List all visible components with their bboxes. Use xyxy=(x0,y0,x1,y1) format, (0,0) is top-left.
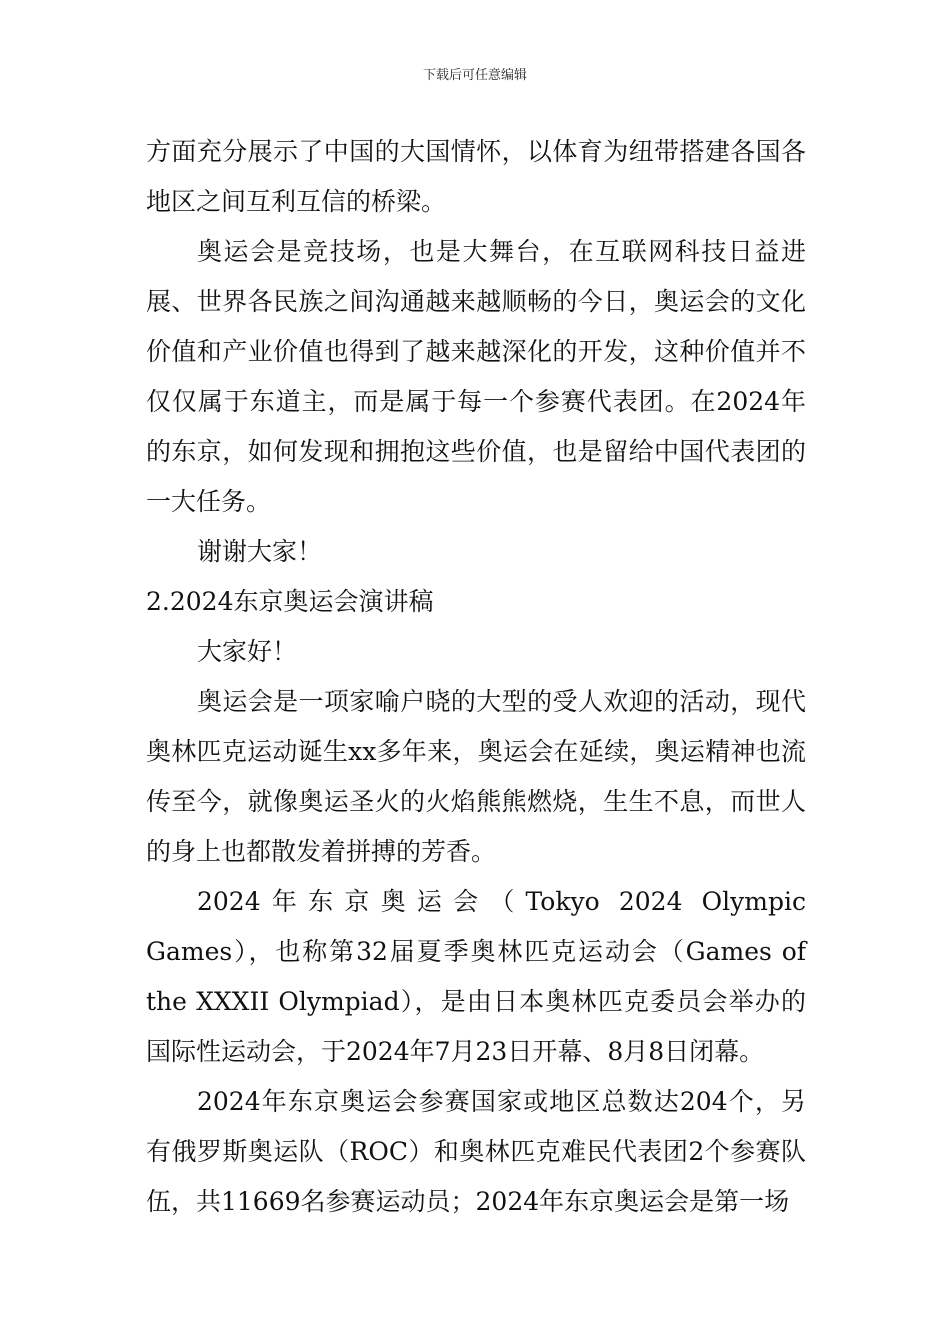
paragraph-greeting: 大家好！ xyxy=(197,637,298,666)
paragraph-olympic-spirit: 奥运会是一项家喻户晓的大型的受人欢迎的活动，现代奥林匹克运动诞生xx多年来，奥运会在延续，奥运精神也流传至今，就像奥运圣火的火焰熊熊燃烧，生生不息，而世人的身上也都散发着拼搏的芳香。 xyxy=(146,687,806,866)
document-body xyxy=(146,127,806,1227)
paragraph-thanks: 谢谢大家！ xyxy=(197,537,323,566)
paragraph-cultural-value: 奥运会是竞技场，也是大舞台，在互联网科技日益进展、世界各民族之间沟通越来越顺畅的今日，奥运会的文化价值和产业价值也得到了越来越深化的开发，这种价值并不仅仅属于东道主，而是属于每一个参赛代表团。在2024年的东京，如何发现和拥抱这些价值，也是留给中国代表团的一大任务。 xyxy=(146,237,806,516)
paragraph-participants: 2024年东京奥运会参赛国家或地区总数达204个，另有俄罗斯奥运队（ROC）和奥林匹克难民代表团2个参赛队伍，共11669名参赛运动员；2024年东京奥运会是第一场 xyxy=(146,1087,806,1216)
section-heading: 2.2024东京奥运会演讲稿 xyxy=(146,587,434,616)
paragraph-tokyo-intro: 2024年东京奥运会（Tokyo 2024 Olympic Games），也称第32届夏季奥林匹克运动会（Games of the XXXII Olympiad），是由日本奥林匹克委员会举办的国际性运动会，于2024年7月23日开幕、8月8日闭幕。 xyxy=(146,887,806,1066)
page-header: 下载后可任意编辑 xyxy=(422,68,527,83)
paragraph-continuation: 方面充分展示了中国的大国情怀，以体育为纽带搭建各国各地区之间互利互信的桥梁。 xyxy=(146,137,806,216)
